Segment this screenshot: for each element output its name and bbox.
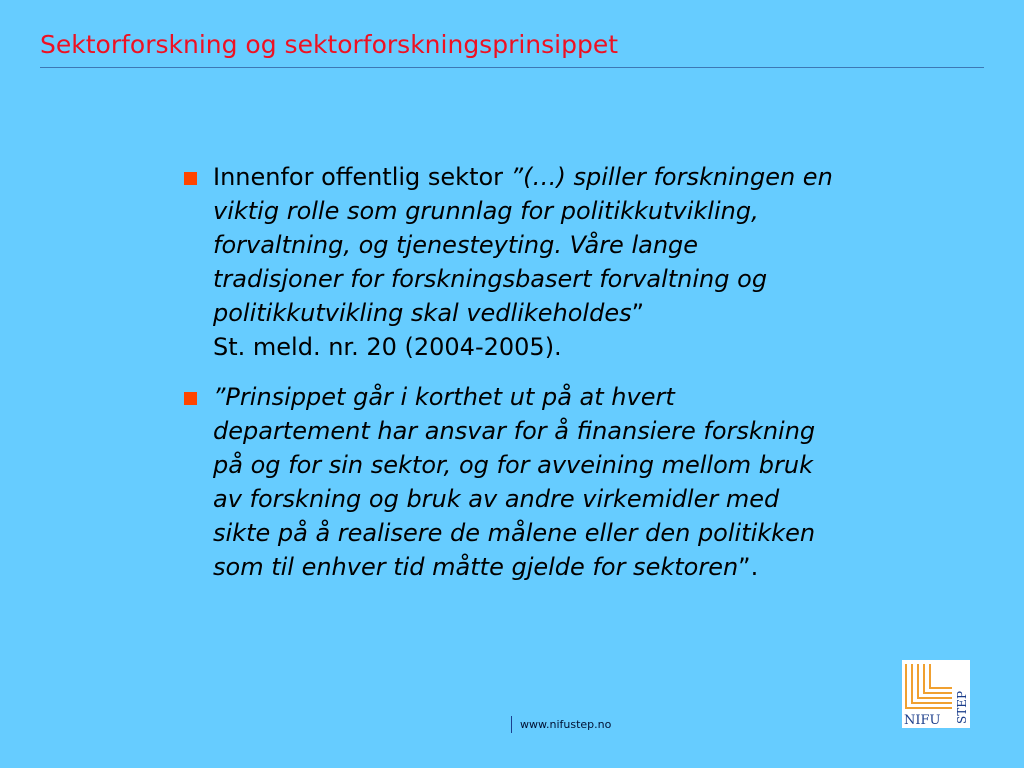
- bullet-item-1: [180, 160, 960, 364]
- bullet-1-line-4: tradisjoner for forskningsbasert forvaltning og: [213, 265, 768, 293]
- slide-title: Sektorforskning og sektorforskningsprinsippet: [40, 30, 619, 59]
- logo-nifu-text: NIFU: [904, 713, 941, 728]
- bullet-2-line-6: som til enhver tid måtte gjelde for sektoren”.: [213, 553, 759, 581]
- bullet-2-line-4: av forskning og bruk av andre virkemidler med: [213, 485, 780, 513]
- bullet-1-line-3: forvaltning, og tjenesteyting. Våre lange: [213, 231, 699, 259]
- title-divider: [40, 67, 984, 68]
- square-bullet-icon: [184, 172, 197, 185]
- bullet-1-source: St. meld. nr. 20 (2004-2005).: [213, 333, 562, 361]
- square-bullet-icon: [184, 392, 197, 405]
- bullet-item-2: [180, 380, 960, 584]
- bullet-2-line-5: sikte på å realisere de målene eller den politikken: [213, 519, 816, 547]
- bullet-list: [180, 160, 960, 600]
- footer-url: www.nifustep.no: [520, 718, 612, 731]
- bullet-1-line-5: politikkutvikling skal vedlikeholdes”: [213, 299, 645, 327]
- nifu-step-logo-icon: [902, 660, 970, 728]
- footer-separator: [511, 716, 512, 733]
- bullet-2-line-1: ”Prinsippet går i korthet ut på at hvert: [213, 383, 675, 411]
- logo-step-text: STEP: [955, 690, 969, 724]
- bullet-1-line-1: Innenfor offentlig sektor ”(…) spiller forskningen en: [213, 163, 833, 191]
- bullet-2-line-2: departement har ansvar for å finansiere forskning: [213, 417, 816, 445]
- bullet-2-line-3: på og for sin sektor, og for avveining mellom bruk: [213, 451, 813, 479]
- bullet-1-line-2: viktig rolle som grunnlag for politikkutvikling,: [213, 197, 759, 225]
